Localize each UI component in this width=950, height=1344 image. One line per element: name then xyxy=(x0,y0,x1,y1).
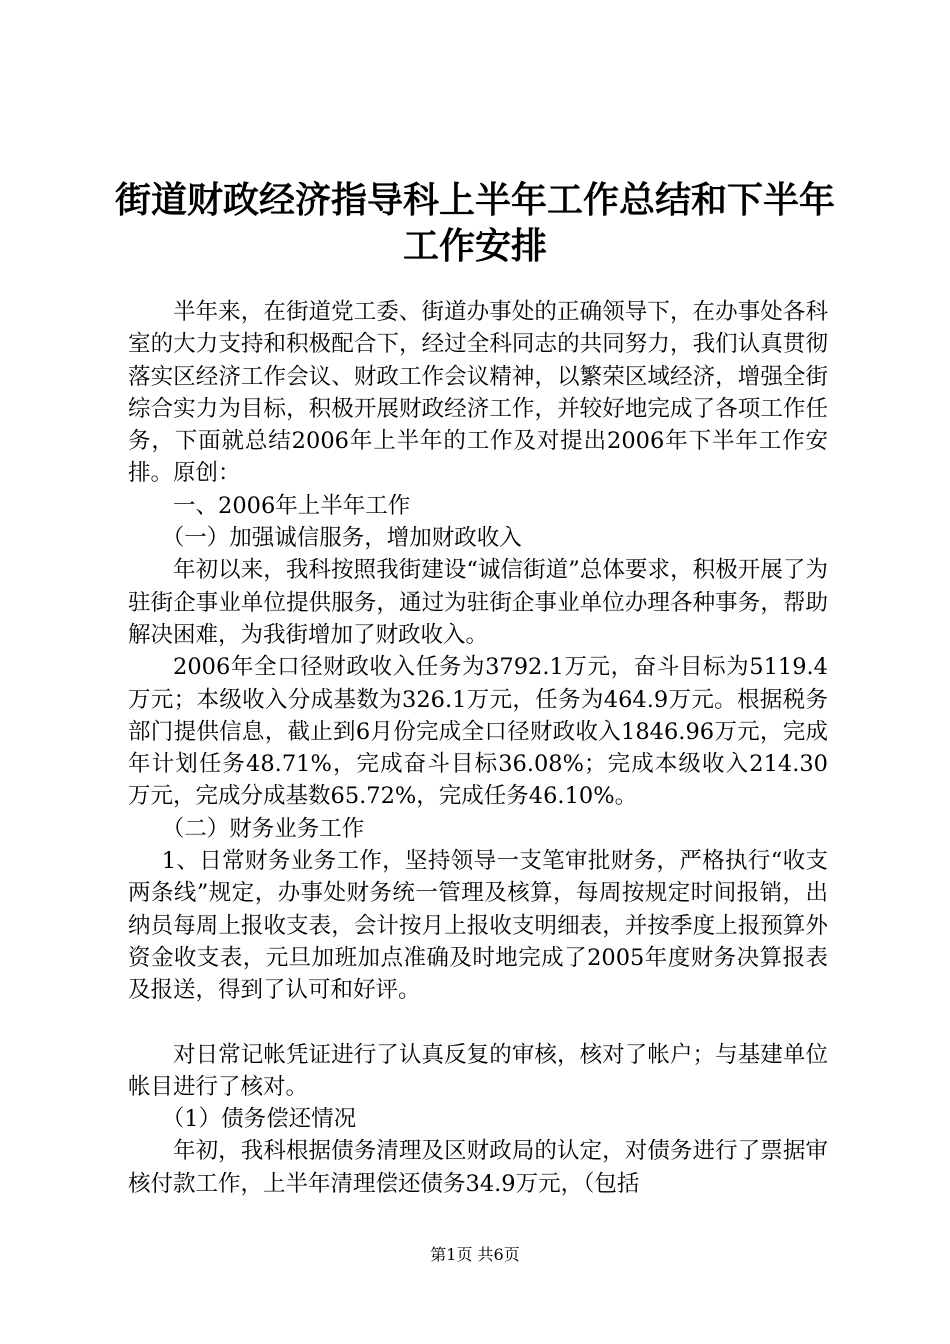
service-paragraph: 年初以来，我科按照我街建设“诚信街道”总体要求，积极开展了为驻街企事业单位提供服务，通过为驻街企事业单位办理各种事务，帮助解决困难，为我街增加了财政收入。 xyxy=(128,557,828,648)
subsection-heading-2: （二）财务业务工作 xyxy=(161,815,365,842)
document-title-line-1: 街道财政经济指导科上半年工作总结和下半年 xyxy=(114,180,835,221)
page-footer: 第1页 共6页 xyxy=(430,1245,520,1264)
debt-paragraph: 年初，我科根据债务清理及区财政局的认定，对债务进行了票据审核付款工作，上半年清理偿还债务34.9万元，（包括 xyxy=(128,1138,828,1197)
subsection-heading-1: （一）加强诚信服务，增加财政收入 xyxy=(161,525,522,552)
revenue-paragraph: 2006年全口径财政收入任务为3792.1万元，奋斗目标为5119.4万元；本级收入分成基数为326.1万元，任务为464.9万元。根据税务部门提供信息，截止到6月份完成全口径财政收入1846.96万元，完成年计划任务48.71%，完成奋斗目标36.08%；完成本级收入214.30万元，完成分成基数65.72%，完成任务46.10%。 xyxy=(128,654,828,810)
intro-paragraph: 半年来，在街道党工委、街道办事处的正确领导下，在办事处各科室的大力支持和积极配合下，经过全科同志的共同努力，我们认真贯彻落实区经济工作会议、财政工作会议精神，以繁荣区域经济，增强全街综合实力为目标，积极开展财政经济工作，并较好地完成了各项工作任务，下面就总结2006年上半年的工作及对提出2006年下半年工作安排。原创： xyxy=(128,299,828,487)
document-title-line-2: 工作安排 xyxy=(402,226,547,267)
voucher-review-paragraph: 对日常记帐凭证进行了认真反复的审核，核对了帐户；与基建单位帐目进行了核对。 xyxy=(128,1041,828,1100)
document-body xyxy=(128,296,828,1200)
debt-heading: （1）债务偿还情况 xyxy=(161,1106,357,1133)
section-heading-1: 一、2006年上半年工作 xyxy=(173,492,411,519)
daily-finance-paragraph: 1、日常财务业务工作，坚持领导一支笔审批财务，严格执行“收支两条线”规定，办事处财务统一管理及核算，每周按规定时间报销，出纳员每周上报收支表，会计按月上报收支明细表，并按季度上报预算外资金收支表，元旦加班加点准确及时地完成了2005年度财务决算报表及报送，得到了认可和好评。 xyxy=(128,848,828,1004)
